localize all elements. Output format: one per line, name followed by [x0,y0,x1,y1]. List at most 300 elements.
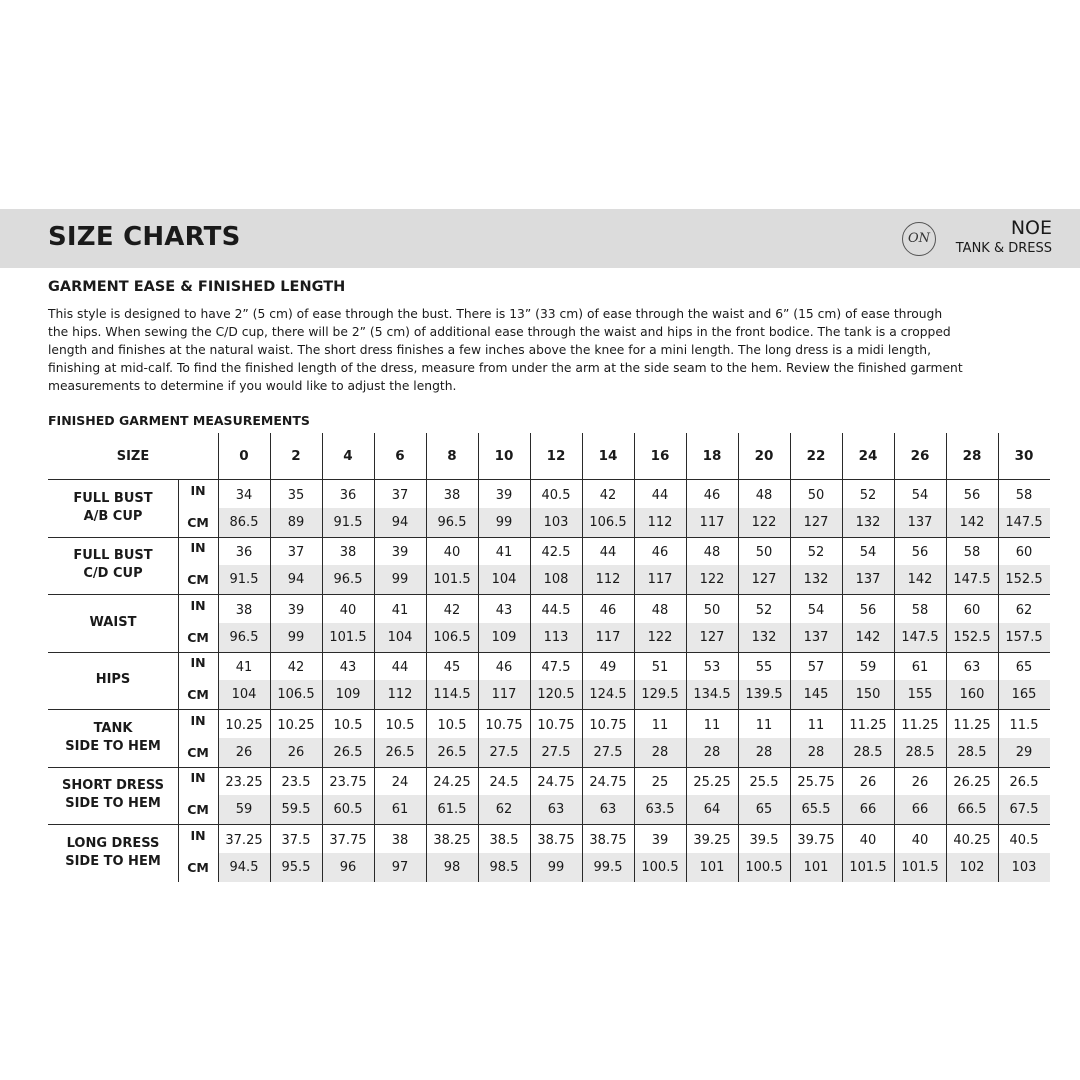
value-cell-cm: 142 [959,514,985,530]
value-cell-cm: 127 [699,629,725,645]
value-cell-cm: 150 [855,687,881,703]
value-cell-in: 50 [755,545,773,561]
value-cell-in: 46 [599,602,617,618]
value-cell-in: 52 [807,545,825,561]
grid-line [426,433,427,882]
value-cell-cm: 117 [647,572,673,588]
value-cell-cm: 28.5 [905,744,935,760]
measurement-row-label [48,594,178,652]
value-cell-cm: 109 [335,687,361,703]
value-cell-in: 65 [1015,660,1033,676]
grid-line [48,824,1050,825]
row-label-line: HIPS [95,672,131,688]
value-cell-cm: 112 [595,572,621,588]
size-column-header: 10 [494,448,514,464]
value-cell-in: 40 [911,832,929,848]
value-cell-cm: 99 [547,859,565,875]
value-cell-cm: 127 [751,572,777,588]
unit-label-in: IN [190,712,206,728]
measurement-row-label [48,537,178,595]
value-cell-cm: 114.5 [433,687,471,703]
brand-block [902,217,1052,261]
value-cell-in: 54 [911,487,929,503]
value-cell-in: 40.25 [953,832,991,848]
value-cell-cm: 27.5 [489,744,519,760]
grid-line [218,433,219,882]
value-cell-in: 11.25 [901,717,939,733]
value-cell-in: 10.75 [589,717,627,733]
grid-line [178,479,179,882]
value-cell-in: 25.5 [749,775,779,791]
size-column-header: 8 [447,448,457,464]
value-cell-in: 10.5 [437,717,467,733]
value-cell-cm: 142 [907,572,933,588]
value-cell-in: 24.5 [489,775,519,791]
value-cell-cm: 101.5 [433,572,471,588]
value-cell-cm: 67.5 [1009,802,1039,818]
intro-line: This style is designed to have 2” (5 cm) of ease through the bust. There is 13” (33 cm) of ease through the waist and 6” (15 cm) of ease through [48,307,943,321]
value-cell-cm: 112 [647,514,673,530]
value-cell-cm: 59.5 [281,802,311,818]
grid-line [790,433,791,882]
value-cell-in: 23.5 [281,775,311,791]
value-cell-in: 10.75 [537,717,575,733]
value-cell-cm: 122 [647,629,673,645]
size-column-header: 14 [598,448,618,464]
value-cell-cm: 132 [751,629,777,645]
value-cell-cm: 139.5 [745,687,783,703]
unit-label-cm: CM [187,687,209,703]
value-cell-cm: 147.5 [1005,514,1043,530]
value-cell-cm: 117 [699,514,725,530]
value-cell-in: 56 [859,602,877,618]
value-cell-in: 38.5 [489,832,519,848]
grid-line [270,433,271,882]
value-cell-cm: 122 [751,514,777,530]
size-column-header: 0 [239,448,249,464]
unit-label-in: IN [190,597,206,613]
value-cell-cm: 137 [803,629,829,645]
value-cell-cm: 66 [859,802,877,818]
value-cell-cm: 28.5 [853,744,883,760]
size-column-header: 28 [962,448,982,464]
value-cell-in: 46 [703,487,721,503]
value-cell-cm: 127 [803,514,829,530]
size-header-label: SIZE [116,448,150,464]
value-cell-cm: 26 [287,744,305,760]
size-column-header: 4 [343,448,353,464]
grid-line [478,433,479,882]
value-cell-in: 43 [339,660,357,676]
size-column-header: 20 [754,448,774,464]
value-cell-in: 40.5 [541,487,571,503]
value-cell-in: 25.75 [797,775,835,791]
grid-line [48,709,1050,710]
value-cell-in: 63 [963,660,981,676]
grid-line [48,537,1050,538]
value-cell-in: 10.5 [385,717,415,733]
value-cell-in: 26 [911,775,929,791]
value-cell-cm: 101 [699,859,725,875]
value-cell-in: 24.75 [537,775,575,791]
value-cell-cm: 165 [1011,687,1037,703]
grid-line [946,433,947,882]
value-cell-in: 10.25 [277,717,315,733]
size-column-header: 12 [546,448,566,464]
grid-line [738,433,739,882]
value-cell-in: 56 [911,545,929,561]
value-cell-in: 50 [807,487,825,503]
value-cell-in: 44.5 [541,602,571,618]
value-cell-cm: 137 [855,572,881,588]
value-cell-cm: 89 [287,514,305,530]
value-cell-cm: 28 [807,744,825,760]
value-cell-in: 24 [391,775,409,791]
value-cell-in: 37.75 [329,832,367,848]
grid-line [686,433,687,882]
value-cell-cm: 96.5 [333,572,363,588]
value-cell-cm: 113 [543,629,569,645]
unit-label-in: IN [190,655,206,671]
value-cell-in: 11 [703,717,721,733]
value-cell-cm: 26.5 [437,744,467,760]
value-cell-cm: 117 [491,687,517,703]
value-cell-cm: 101.5 [901,859,939,875]
value-cell-cm: 27.5 [593,744,623,760]
value-cell-cm: 28 [651,744,669,760]
row-label-line: FULL BUST [73,490,153,506]
value-cell-cm: 29 [1015,744,1033,760]
row-label-line: SIDE TO HEM [65,796,161,812]
value-cell-cm: 152.5 [1005,572,1043,588]
value-cell-in: 46 [651,545,669,561]
value-cell-cm: 96.5 [229,629,259,645]
row-label-line: LONG DRESS [66,835,160,851]
grid-line [48,652,1050,653]
value-cell-cm: 102 [959,859,985,875]
value-cell-cm: 132 [803,572,829,588]
value-cell-in: 38.25 [433,832,471,848]
value-cell-in: 44 [599,545,617,561]
value-cell-in: 37 [287,545,305,561]
unit-label-cm: CM [187,859,209,875]
value-cell-cm: 61.5 [437,802,467,818]
row-label-line: TANK [93,720,133,736]
value-cell-cm: 94 [391,514,409,530]
value-cell-in: 39 [391,545,409,561]
value-cell-in: 24.25 [433,775,471,791]
value-cell-cm: 106.5 [277,687,315,703]
value-cell-in: 38 [235,602,253,618]
section-heading: GARMENT EASE & FINISHED LENGTH [48,279,346,295]
value-cell-cm: 134.5 [693,687,731,703]
value-cell-cm: 63 [599,802,617,818]
row-label-line: SHORT DRESS [62,778,164,794]
value-cell-in: 54 [807,602,825,618]
value-cell-in: 24.75 [589,775,627,791]
value-cell-in: 41 [495,545,513,561]
value-cell-cm: 120.5 [537,687,575,703]
value-cell-in: 39 [287,602,305,618]
value-cell-in: 50 [703,602,721,618]
value-cell-cm: 95.5 [281,859,311,875]
value-cell-in: 39.75 [797,832,835,848]
value-cell-in: 11 [651,717,669,733]
value-cell-in: 46 [495,660,513,676]
value-cell-cm: 28 [703,744,721,760]
measurement-row-label [48,709,178,767]
measurement-row-label [48,824,178,882]
value-cell-in: 48 [755,487,773,503]
value-cell-in: 58 [1015,487,1033,503]
value-cell-cm: 28 [755,744,773,760]
value-cell-cm: 63.5 [645,802,675,818]
value-cell-cm: 96 [339,859,357,875]
value-cell-cm: 117 [595,629,621,645]
value-cell-cm: 147.5 [901,629,939,645]
value-cell-cm: 129.5 [641,687,679,703]
brand-subtitle: TANK & DRESS [955,241,1052,256]
size-column-header: 30 [1014,448,1034,464]
value-cell-in: 44 [391,660,409,676]
value-cell-in: 55 [755,660,773,676]
value-cell-in: 37 [391,487,409,503]
value-cell-in: 58 [963,545,981,561]
unit-label-cm: CM [187,802,209,818]
value-cell-cm: 66.5 [957,802,987,818]
value-cell-cm: 101.5 [849,859,887,875]
value-cell-cm: 103 [543,514,569,530]
size-column-header: 26 [910,448,930,464]
grid-line [894,433,895,882]
value-cell-cm: 98.5 [489,859,519,875]
value-cell-in: 11.25 [953,717,991,733]
value-cell-in: 38 [391,832,409,848]
value-cell-in: 40 [339,602,357,618]
value-cell-cm: 62 [495,802,513,818]
value-cell-in: 25.25 [693,775,731,791]
intro-line: measurements to determine if you would like to adjust the length. [48,379,457,393]
size-column-header: 24 [858,448,878,464]
value-cell-cm: 155 [907,687,933,703]
row-label-line: SIDE TO HEM [65,738,161,754]
value-cell-in: 44 [651,487,669,503]
value-cell-cm: 65 [755,802,773,818]
value-cell-cm: 26.5 [333,744,363,760]
value-cell-cm: 160 [959,687,985,703]
unit-label-cm: CM [187,572,209,588]
size-column-header: 2 [291,448,301,464]
value-cell-cm: 100.5 [641,859,679,875]
grid-line [48,594,1050,595]
value-cell-in: 48 [703,545,721,561]
value-cell-in: 42 [287,660,305,676]
value-cell-in: 10.75 [485,717,523,733]
value-cell-cm: 104 [491,572,517,588]
value-cell-in: 61 [911,660,929,676]
value-cell-cm: 99 [287,629,305,645]
value-cell-in: 38.75 [589,832,627,848]
unit-label-in: IN [190,482,206,498]
value-cell-cm: 91.5 [229,572,259,588]
value-cell-cm: 94 [287,572,305,588]
value-cell-cm: 101 [803,859,829,875]
value-cell-in: 39 [495,487,513,503]
value-cell-in: 40 [859,832,877,848]
value-cell-cm: 86.5 [229,514,259,530]
value-cell-in: 41 [235,660,253,676]
value-cell-cm: 63 [547,802,565,818]
value-cell-in: 36 [339,487,357,503]
table-heading: FINISHED GARMENT MEASUREMENTS [48,413,310,428]
value-cell-in: 60 [1015,545,1033,561]
value-cell-cm: 100.5 [745,859,783,875]
value-cell-cm: 104 [387,629,413,645]
value-cell-in: 57 [807,660,825,676]
size-column-header: 18 [702,448,722,464]
value-cell-in: 60 [963,602,981,618]
value-cell-in: 10.25 [225,717,263,733]
brand-name: NOE [1010,217,1052,239]
value-cell-cm: 103 [1011,859,1037,875]
value-cell-in: 47.5 [541,660,571,676]
value-cell-cm: 157.5 [1005,629,1043,645]
value-cell-cm: 27.5 [541,744,571,760]
value-cell-in: 39 [651,832,669,848]
unit-label-cm: CM [187,744,209,760]
value-cell-in: 11.5 [1009,717,1039,733]
value-cell-in: 38 [339,545,357,561]
value-cell-in: 52 [755,602,773,618]
page-title: SIZE CHARTS [48,222,241,252]
intro-line: finishing at mid-calf. To find the finished length of the dress, measure from under the arm at the side seam to the hem. Review the finished garment [48,361,963,375]
value-cell-cm: 101.5 [329,629,367,645]
value-cell-cm: 106.5 [589,514,627,530]
intro-line: length and finishes at the natural waist. The short dress finishes a few inches above the knee for a mini length. The long dress is a midi length, [48,343,931,357]
unit-label-cm: CM [187,514,209,530]
value-cell-in: 10.5 [333,717,363,733]
value-cell-cm: 26 [235,744,253,760]
unit-label-in: IN [190,770,206,786]
value-cell-cm: 96.5 [437,514,467,530]
value-cell-in: 36 [235,545,253,561]
value-cell-cm: 122 [699,572,725,588]
value-cell-cm: 91.5 [333,514,363,530]
grid-line [582,433,583,882]
value-cell-cm: 99 [495,514,513,530]
value-cell-cm: 97 [391,859,409,875]
value-cell-in: 42.5 [541,545,571,561]
intro-paragraph [48,305,1048,395]
value-cell-in: 53 [703,660,721,676]
value-cell-in: 26.5 [1009,775,1039,791]
value-cell-cm: 59 [235,802,253,818]
brand-logo-icon: ON [902,222,936,256]
value-cell-in: 41 [391,602,409,618]
value-cell-cm: 132 [855,514,881,530]
value-cell-cm: 28.5 [957,744,987,760]
size-column-header: 6 [395,448,405,464]
value-cell-in: 45 [443,660,461,676]
value-cell-in: 49 [599,660,617,676]
size-column-header: 16 [650,448,670,464]
grid-line [530,433,531,882]
value-cell-in: 43 [495,602,513,618]
value-cell-cm: 66 [911,802,929,818]
size-column-header: 22 [806,448,826,464]
row-label-line: C/D CUP [83,566,143,582]
value-cell-cm: 99 [391,572,409,588]
row-label-line: FULL BUST [73,548,153,564]
value-cell-in: 48 [651,602,669,618]
value-cell-cm: 109 [491,629,517,645]
value-cell-cm: 142 [855,629,881,645]
value-cell-in: 35 [287,487,305,503]
value-cell-in: 54 [859,545,877,561]
grid-line [48,479,1050,480]
value-cell-in: 11 [755,717,773,733]
value-cell-cm: 60.5 [333,802,363,818]
grid-line [322,433,323,882]
value-cell-in: 25 [651,775,669,791]
value-cell-in: 40 [443,545,461,561]
measurement-row-label [48,652,178,710]
value-cell-in: 38.75 [537,832,575,848]
row-label-line: WAIST [89,614,137,630]
value-cell-cm: 61 [391,802,409,818]
value-cell-in: 23.75 [329,775,367,791]
value-cell-in: 42 [599,487,617,503]
value-cell-in: 26 [859,775,877,791]
value-cell-cm: 26.5 [385,744,415,760]
row-label-line: A/B CUP [83,508,143,524]
value-cell-cm: 94.5 [229,859,259,875]
unit-label-cm: CM [187,629,209,645]
value-cell-in: 42 [443,602,461,618]
value-cell-cm: 98 [443,859,461,875]
value-cell-in: 39.5 [749,832,779,848]
value-cell-cm: 104 [231,687,257,703]
unit-label-in: IN [190,540,206,556]
grid-line [374,433,375,882]
value-cell-cm: 145 [803,687,829,703]
value-cell-cm: 65.5 [801,802,831,818]
grid-line [998,433,999,882]
value-cell-cm: 99.5 [593,859,623,875]
row-label-line: SIDE TO HEM [65,853,161,869]
value-cell-in: 40.5 [1009,832,1039,848]
value-cell-in: 37.25 [225,832,263,848]
value-cell-in: 38 [443,487,461,503]
value-cell-cm: 137 [907,514,933,530]
value-cell-in: 37.5 [281,832,311,848]
value-cell-in: 26.25 [953,775,991,791]
grid-line [48,767,1050,768]
value-cell-cm: 108 [543,572,569,588]
grid-line [634,433,635,882]
measurement-row-label [48,479,178,537]
value-cell-cm: 112 [387,687,413,703]
value-cell-in: 34 [235,487,253,503]
value-cell-cm: 124.5 [589,687,627,703]
title-banner [0,209,1080,268]
intro-line: the hips. When sewing the C/D cup, there will be 2” (5 cm) of additional ease through the waist and hips in the front bodice. The tank is a cropped [48,325,951,339]
value-cell-in: 23.25 [225,775,263,791]
value-cell-in: 56 [963,487,981,503]
value-cell-in: 39.25 [693,832,731,848]
value-cell-in: 11.25 [849,717,887,733]
value-cell-in: 62 [1015,602,1033,618]
